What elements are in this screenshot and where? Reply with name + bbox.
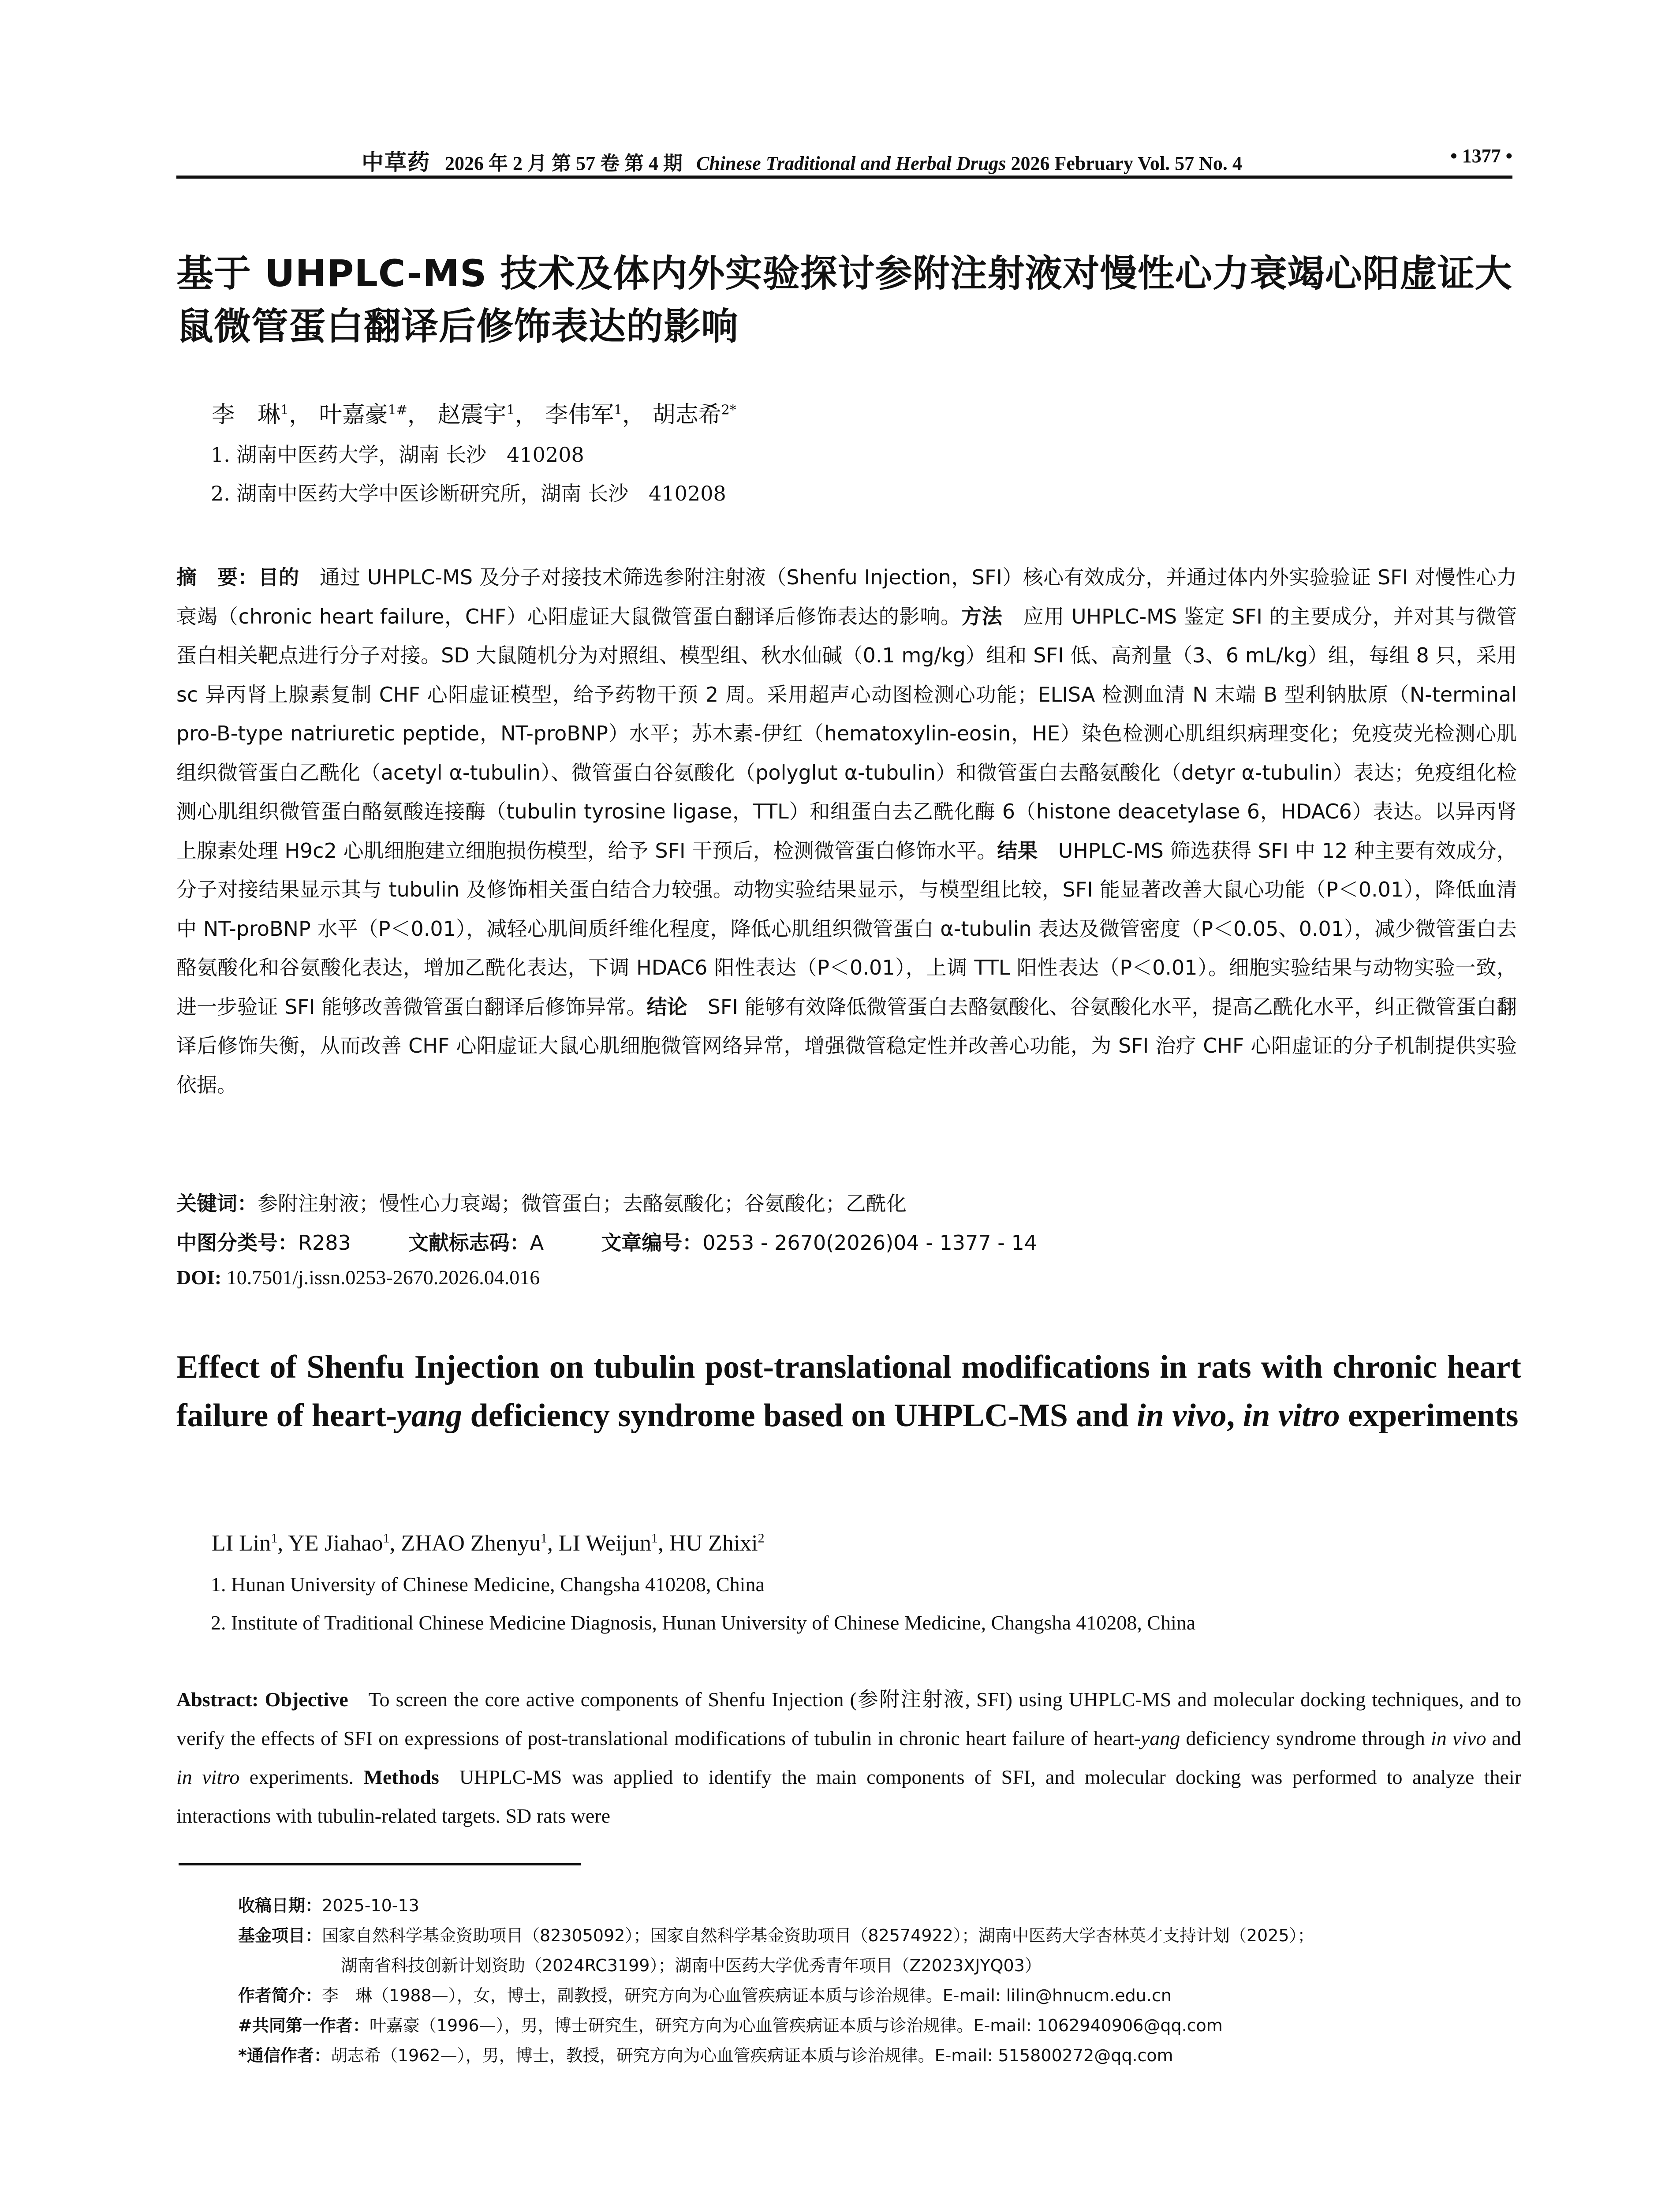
objective-en-text: deficiency syndrome through	[1180, 1727, 1431, 1749]
author-sup: 1#	[388, 402, 407, 418]
doi	[176, 1266, 540, 1289]
author-bio-label: 作者简介：	[238, 1986, 322, 2005]
fund-line: 国家自然科学基金资助项目（82305092）；国家自然科学基金资助项目（82574922）；湖南中医药大学杏林英才支持计划（2025）；	[322, 1926, 1314, 1945]
author-en: ZHAO Zhenyu	[401, 1531, 541, 1556]
cofirst-label: #共同第一作者：	[238, 2016, 370, 2035]
header-left	[362, 145, 1242, 176]
footnote-rule	[179, 1863, 581, 1865]
affiliation-cn-1: 1. 湖南中医药大学，湖南 长沙 410208	[211, 443, 584, 467]
objective-label: 目的	[258, 565, 299, 589]
author-sup: 1	[506, 402, 515, 418]
title-en-part: experiments	[1340, 1398, 1519, 1434]
objective-en-text: and	[1486, 1727, 1521, 1749]
footnote-fund	[238, 1922, 1314, 1946]
author-en: HU Zhixi	[669, 1531, 758, 1556]
footnote-received	[238, 1892, 419, 1916]
author-sup: 1	[614, 402, 623, 418]
author-sup: 1	[280, 402, 289, 418]
classification	[176, 1227, 1037, 1256]
conclusion-label: 结论	[646, 994, 687, 1019]
keywords-label: 关键词：	[176, 1192, 258, 1215]
affiliation-cn-2: 2. 湖南中医药大学中医诊断研究所，湖南 长沙 410208	[211, 482, 726, 505]
methods-label: 方法	[961, 604, 1003, 628]
author-en: LI Lin	[212, 1531, 271, 1556]
authors-en: LI Lin$^1$, YE Jiahao$^1$, ZHAO Zhenyu$^1$, LI Weijun$^1$, HU Zhixi$^2$	[212, 1531, 765, 1556]
abstract-en-label: Abstract: Objective	[176, 1688, 348, 1711]
doc-code-label: 文献标志码：	[408, 1231, 530, 1255]
author-en: LI Weijun	[558, 1531, 651, 1556]
author-sup: 1	[651, 1531, 658, 1546]
corresponding-label: *通信作者：	[238, 2046, 331, 2065]
title-en	[176, 1343, 1521, 1440]
title-en-italic: yang	[397, 1398, 463, 1434]
page-number: • 1377 •	[1450, 145, 1512, 167]
header-rule	[176, 176, 1512, 179]
methods-en-label: Methods	[363, 1766, 439, 1788]
author-cn: 胡志希	[652, 402, 721, 428]
doc-code-value: A	[530, 1231, 544, 1255]
journal-name-en: Chinese Traditional and Herbal Drugs	[696, 153, 1006, 174]
title-en-italic: in vitro	[1243, 1398, 1340, 1434]
author-cn: 赵震宇	[437, 402, 507, 428]
author-en: YE Jiahao	[288, 1531, 383, 1556]
conclusion-text: SFI 能够有效降低微管蛋白去酪氨酸化、谷氨酸化水平，提高乙酰化水平，纠正微管蛋白翻译后修饰失衡，从而改善 CHF 心阳虚证大鼠心肌细胞微管网络异常，增强微管稳定性并改善心功能，为 SFI 治疗 CHF 心阳虚证的分子机制提供实验依据。	[176, 994, 1517, 1097]
clc-label: 中图分类号：	[176, 1231, 298, 1255]
abstract-en-italic: yang	[1140, 1727, 1180, 1749]
author-sup: 1	[383, 1531, 390, 1546]
abstract-cn	[176, 558, 1517, 1104]
footnote-fund-cont: 湖南省科技创新计划资助（2024RC3199）；湖南中医药大学优秀青年项目（Z2023XJYQ03）	[341, 1956, 1042, 1975]
author-sup: 2*	[721, 402, 736, 418]
objective-en-text: To screen the core active components of Shenfu Injection (参附注射液, SFI) using UHPLC-MS and molecular docking techniques, and to verify the effects of SFI on expressions of post-translational modifications of tubulin in chronic heart failure of heart-	[176, 1688, 1521, 1749]
corresponding-value: 胡志希（1962—），男，博士，教授，研究方向为心血管疾病证本质与诊治规律。E-mail: 515800272@qq.com	[330, 2046, 1173, 2065]
article-no-label: 文章编号：	[601, 1231, 703, 1255]
title-en-italic: in vivo	[1137, 1398, 1227, 1434]
author-cn: 李伟军	[545, 402, 614, 428]
abstract-en-italic: in vitro	[176, 1766, 240, 1788]
title-cn: 基于 UHPLC-MS 技术及体内外实验探讨参附注射液对慢性心力衰竭心阳虚证大鼠微管蛋白翻译后修饰表达的影响	[176, 252, 1512, 348]
footnote-corresponding	[238, 2042, 1173, 2066]
received-value: 2025-10-13	[322, 1896, 419, 1915]
results-text: UHPLC-MS 筛选获得 SFI 中 12 种主要有效成分，分子对接结果显示其与 tubulin 及修饰相关蛋白结合力较强。动物实验结果显示，与模型组比较，SFI 能显著改善大鼠心功能（P＜0.01），降低血清中 NT-proBNP 水平（P＜0.01），减轻心肌间质纤维化程度，降低心肌组织微管蛋白 α-tubulin 表达及微管密度（P＜0.05、0.01），减少微管蛋白去酪氨酸化和谷氨酸化表达，增加乙酰化表达，下调 HDAC6 阳性表达（P＜0.01），上调 TTL 阳性表达（P＜0.01）。细胞实验结果与动物实验一致，进一步验证 SFI 能够改善微管蛋白翻译后修饰异常。	[176, 838, 1517, 1019]
running-header	[176, 141, 1512, 181]
title-en-part: Effect of Shenfu Injection on tubulin post-translational modifications in rats with chronic heart failure of heart-	[176, 1349, 1521, 1434]
author-bio-value: 李 琳（1988—），女，博士，副教授，研究方向为心血管疾病证本质与诊治规律。E-mail: lilin@hnucm.edu.cn	[322, 1986, 1172, 2005]
fund-label: 基金项目：	[238, 1926, 322, 1945]
objective-en-text: experiments.	[239, 1766, 354, 1788]
objective-text: 通过 UHPLC-MS 及分子对接技术筛选参附注射液（Shenfu Injection，SFI）核心有效成分，并通过体内外实验验证 SFI 对慢性心力衰竭（chronic heart failure，CHF）心阳虚证大鼠微管蛋白翻译后修饰表达的影响。	[176, 565, 1517, 628]
author-cn: 李 琳	[212, 402, 281, 428]
abstract-en-italic: in vivo	[1430, 1727, 1486, 1749]
issue-cn: 2026 年 2 月 第 57 卷 第 4 期	[445, 153, 683, 174]
cofirst-value: 叶嘉豪（1996—），男，博士研究生，研究方向为心血管疾病证本质与诊治规律。E-mail: 1062940906@qq.com	[369, 2016, 1223, 2035]
journal-logo: 中草药	[362, 149, 430, 175]
affiliation-en-1: 1. Hunan University of Chinese Medicine, Changsha 410208, China	[211, 1573, 765, 1596]
results-label: 结果	[997, 838, 1038, 863]
footnote-author	[238, 1982, 1172, 2006]
received-label: 收稿日期：	[238, 1896, 322, 1915]
author-sup: 2	[758, 1531, 765, 1546]
author-cn: 叶嘉豪	[319, 402, 388, 428]
clc-value: R283	[298, 1231, 351, 1255]
footnote-cofirst	[238, 2012, 1223, 2036]
article-no-value: 0253 - 2670(2026)04 - 1377 - 14	[702, 1231, 1037, 1255]
authors-cn: 李 琳$^1$， 叶嘉豪$^{1\#}$， 赵震宇$^1$， 李伟军$^1$， 胡志希$^{2*}$	[212, 402, 736, 428]
title-en-part: ,	[1226, 1398, 1243, 1434]
abstract-en	[176, 1680, 1521, 1835]
author-sup: 1	[540, 1531, 547, 1546]
methods-en-text: UHPLC-MS was applied to identify the main components of SFI, and molecular docking was performed to analyze their interactions with tubulin-related targets. SD rats were	[176, 1766, 1522, 1827]
title-en-part: deficiency syndrome based on UHPLC-MS and	[462, 1398, 1137, 1434]
doi-value[interactable]: 10.7501/j.issn.0253-2670.2026.04.016	[226, 1266, 540, 1289]
affiliation-en-2: 2. Institute of Traditional Chinese Medicine Diagnosis, Hunan University of Chinese Medicine, Changsha 410208, China	[211, 1611, 1196, 1634]
keywords-value: 参附注射液；慢性心力衰竭；微管蛋白；去酪氨酸化；谷氨酸化；乙酰化	[258, 1192, 907, 1215]
methods-text: 应用 UHPLC-MS 鉴定 SFI 的主要成分，并对其与微管蛋白相关靶点进行分子对接。SD 大鼠随机分为对照组、模型组、秋水仙碱（0.1 mg/kg）组和 SFI 低、高剂量（3、6 mL/kg）组，每组 8 只，采用 sc 异丙肾上腺素复制 CHF 心阳虚证模型，给予药物干预 2 周。采用超声心动图检测心功能；ELISA 检测血清 N 末端 B 型利钠肽原（N-terminal pro-B-type natriuretic peptide，NT-proBNP）水平；苏木素-伊红（hematoxylin-eosin，HE）染色检测心肌组织病理变化；免疫荧光检测心肌组织微管蛋白乙酰化（acetyl α-tubulin）、微管蛋白谷氨酸化（polyglut α-tubulin）和微管蛋白去酪氨酸化（detyr α-tubulin）表达；免疫组化检测心肌组织微管蛋白酪氨酸连接酶（tubulin tyrosine ligase，TTL）和组蛋白去乙酰化酶 6（histone deacetylase 6，HDAC6）表达。以异丙肾上腺素处理 H9c2 心肌细胞建立细胞损伤模型，给予 SFI 干预后，检测微管蛋白修饰水平。	[176, 604, 1517, 863]
author-sup: 1	[271, 1531, 278, 1546]
doi-label: DOI:	[176, 1266, 222, 1289]
abstract-label: 摘 要：	[176, 565, 258, 589]
keywords	[176, 1188, 907, 1217]
issue-en: 2026 February Vol. 57 No. 4	[1011, 153, 1242, 174]
